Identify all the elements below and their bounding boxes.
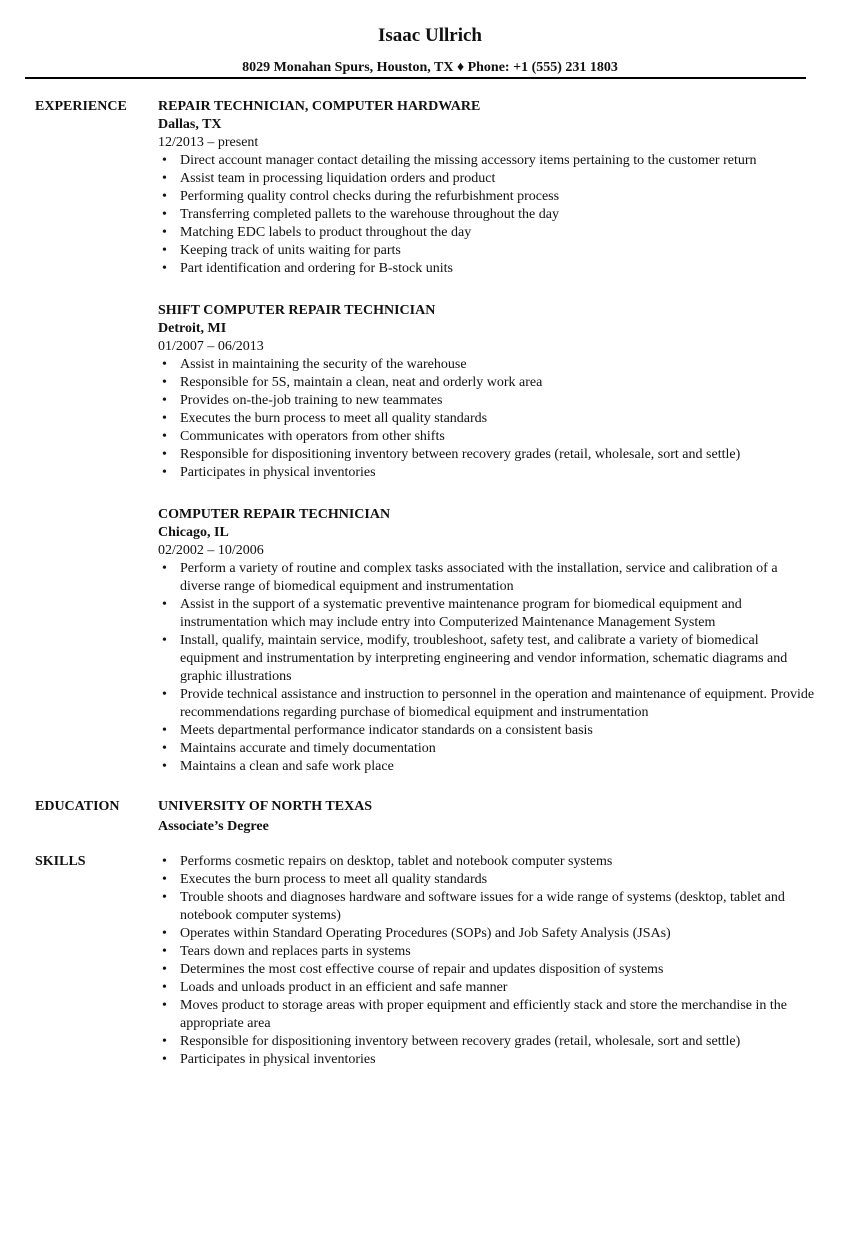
skill-item: • Trouble shoots and diagnoses hardware and software issues for a wide range of systems (desktop, tablet and notebook computer systems) <box>158 889 815 925</box>
degree: Associate’s Degree <box>158 819 269 834</box>
bullet-item: • Maintains accurate and timely documentation <box>158 740 815 758</box>
school-name: UNIVERSITY OF NORTH TEXAS <box>158 799 373 814</box>
bullet-item: • Provides on-the-job training to new teammates <box>158 392 815 410</box>
bullet-item: • Perform a variety of routine and complex tasks associated with the installation, service and calibration of a diverse range of biomedical equipment and instrumentation <box>158 560 815 596</box>
skill-item: • Loads and unloads product in an efficient and safe manner <box>158 979 815 997</box>
bullet-item: • Keeping track of units waiting for parts <box>158 242 815 260</box>
bullet-item: • Provide technical assistance and instruction to personnel in the operation and maintenance of equipment. Provide recommendations regarding purchase of biomedical equipment and instrumentation <box>158 686 815 722</box>
bullet-item: • Matching EDC labels to product throughout the day <box>158 224 815 242</box>
bullet-item: • Communicates with operators from other shifts <box>158 428 815 446</box>
bullet-item: • Assist in the support of a systematic preventive maintenance program for biomedical equipment and instrumentation which may include entry into Computerized Maintenance Management System <box>158 596 815 632</box>
job-entry <box>158 98 815 278</box>
job-dates: 01/2007 – 06/2013 <box>158 339 264 354</box>
job-title: SHIFT COMPUTER REPAIR TECHNICIAN <box>158 303 436 318</box>
skill-item: • Determines the most cost effective course of repair and updates disposition of systems <box>158 961 815 979</box>
job-title: REPAIR TECHNICIAN, COMPUTER HARDWARE <box>158 99 481 114</box>
section-label: EDUCATION <box>35 799 120 814</box>
bullet-item: • Part identification and ordering for B-stock units <box>158 260 815 278</box>
job-entry <box>158 506 815 776</box>
skill-item: • Performs cosmetic repairs on desktop, tablet and notebook computer systems <box>158 853 815 871</box>
education-section <box>35 798 815 836</box>
header-divider <box>25 77 806 79</box>
skills-list <box>158 853 815 1069</box>
bullet-item: • Transferring completed pallets to the warehouse throughout the day <box>158 206 815 224</box>
bullet-item: • Assist in maintaining the security of the warehouse <box>158 356 815 374</box>
skills-section <box>35 853 815 1069</box>
skill-item: • Participates in physical inventories <box>158 1051 815 1069</box>
job-bullets <box>158 152 815 278</box>
experience-list <box>158 98 815 776</box>
bullet-item: • Meets departmental performance indicator standards on a consistent basis <box>158 722 815 740</box>
bullet-item: • Performing quality control checks during the refurbishment process <box>158 188 815 206</box>
contact-line: 8029 Monahan Spurs, Houston, TX ♦ Phone: +1 (555) 231 1803 <box>242 60 618 75</box>
skill-item: • Tears down and replaces parts in systems <box>158 943 815 961</box>
bullet-item: • Executes the burn process to meet all quality standards <box>158 410 815 428</box>
candidate-name: Isaac Ullrich <box>378 25 482 46</box>
job-location: Detroit, MI <box>158 321 227 336</box>
section-label: EXPERIENCE <box>35 99 127 114</box>
job-bullets <box>158 560 815 776</box>
experience-section <box>35 98 815 800</box>
job-entry <box>158 302 815 482</box>
bullet-item: • Responsible for dispositioning inventory between recovery grades (retail, wholesale, sort and settle) <box>158 446 815 464</box>
skill-item: • Operates within Standard Operating Procedures (SOPs) and Job Safety Analysis (JSAs) <box>158 925 815 943</box>
bullet-item: • Maintains a clean and safe work place <box>158 758 815 776</box>
bullet-item: • Responsible for 5S, maintain a clean, neat and orderly work area <box>158 374 815 392</box>
job-location: Dallas, TX <box>158 117 222 132</box>
bullet-item: • Participates in physical inventories <box>158 464 815 482</box>
bullet-item: • Install, qualify, maintain service, modify, troubleshoot, safety test, and calibrate a variety of biomedical equipment and instrumentation by interpreting engineering and vendor information, schematic diagrams and graphic illustrations <box>158 632 815 686</box>
section-label: SKILLS <box>35 854 86 869</box>
skill-item: • Moves product to storage areas with proper equipment and efficiently stack and store the merchandise in the appropriate area <box>158 997 815 1033</box>
skill-item: • Executes the burn process to meet all quality standards <box>158 871 815 889</box>
bullet-item: • Direct account manager contact detailing the missing accessory items pertaining to the customer return <box>158 152 815 170</box>
bullet-item: • Assist team in processing liquidation orders and product <box>158 170 815 188</box>
job-location: Chicago, IL <box>158 525 229 540</box>
job-dates: 12/2013 – present <box>158 135 259 150</box>
job-title: COMPUTER REPAIR TECHNICIAN <box>158 507 391 522</box>
skill-item: • Responsible for dispositioning inventory between recovery grades (retail, wholesale, sort and settle) <box>158 1033 815 1051</box>
job-bullets <box>158 356 815 482</box>
job-dates: 02/2002 – 10/2006 <box>158 543 264 558</box>
